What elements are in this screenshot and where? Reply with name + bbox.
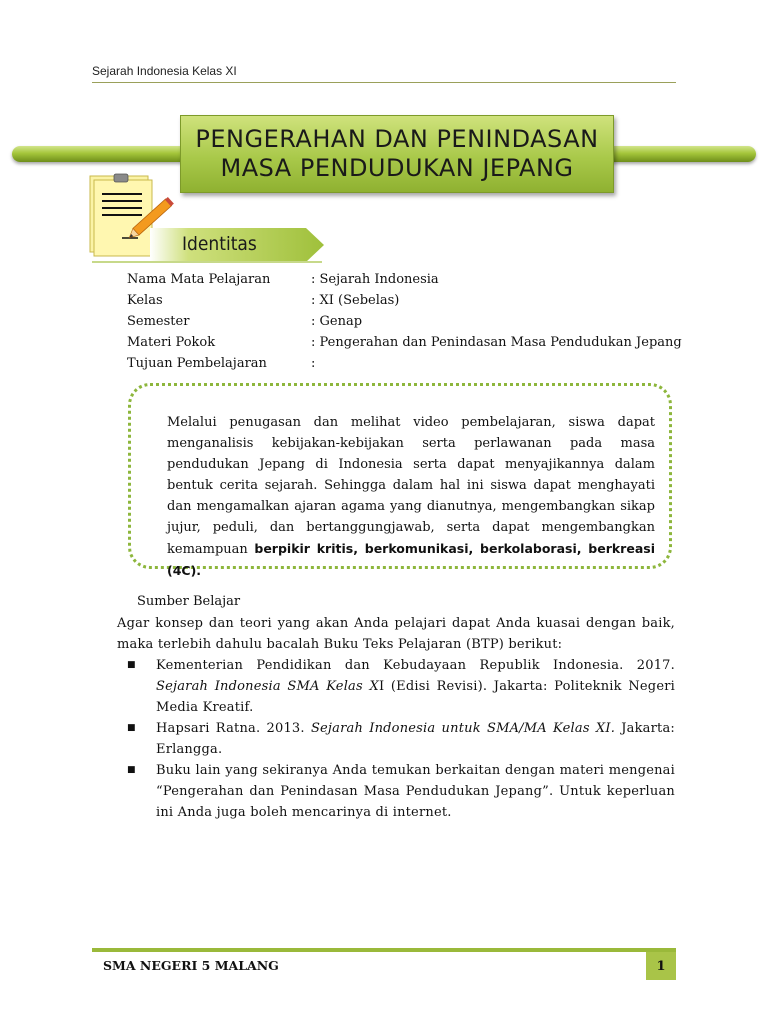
section-heading: Identitas bbox=[182, 233, 257, 255]
list-item bbox=[117, 718, 675, 760]
header-divider bbox=[92, 82, 676, 83]
list-item bbox=[117, 655, 675, 718]
source-text: Buku lain yang sekiranya Anda temukan berkaitan dengan materi mengenai “Pengerahan dan Penindasan Masa Pendudukan Jepang”. Untuk keperluan ini Anda juga boleh mencarinya di internet. bbox=[156, 763, 675, 820]
source-text: Jakarta: Erlangga. bbox=[156, 721, 675, 757]
running-header: Sejarah Indonesia Kelas XI bbox=[92, 64, 237, 78]
identity-label: Nama Mata Pelajaran bbox=[127, 272, 271, 287]
identity-value: : XI (Sebelas) bbox=[311, 293, 400, 308]
page-number: 1 bbox=[646, 952, 676, 980]
section-underline bbox=[92, 261, 322, 263]
identity-value: : Genap bbox=[311, 314, 363, 329]
identity-label: Semester bbox=[127, 314, 190, 329]
source-title: Sejarah Indonesia untuk SMA/MA Kelas XI. bbox=[310, 721, 616, 736]
bullet-icon: ■ bbox=[127, 765, 136, 775]
source-text: Kementerian Pendidikan dan Kebudayaan Republik Indonesia. 2017. bbox=[156, 658, 675, 673]
title-line-2: MASA PENDUDUKAN JEPANG bbox=[220, 154, 574, 182]
identity-value: : Pengerahan dan Penindasan Masa Pendudukan Jepang bbox=[311, 335, 682, 350]
bullet-icon: ■ bbox=[127, 660, 136, 670]
source-text: I (Edisi Revisi). Jakarta: Politeknik Negeri Media Kreatif. bbox=[156, 679, 675, 715]
title-line-1: PENGERAHAN DAN PENINDASAN bbox=[195, 125, 599, 153]
identity-label: Tujuan Pembelajaran bbox=[127, 356, 267, 371]
sources-intro: Agar konsep dan teori yang akan Anda pelajari dapat Anda kuasai dengan baik, maka terlebih dahulu bacalah Buku Teks Pelajaran (BTP) berikut: bbox=[117, 616, 675, 652]
identity-label: Materi Pokok bbox=[127, 335, 216, 350]
identity-value: : bbox=[311, 356, 316, 371]
source-text: Hapsari Ratna. 2013. bbox=[156, 721, 311, 736]
bullet-icon: ■ bbox=[127, 723, 136, 733]
footer-school: SMA NEGERI 5 MALANG bbox=[103, 958, 279, 973]
source-title: Sejarah Indonesia SMA Kelas X bbox=[156, 679, 379, 694]
identity-value: : Sejarah Indonesia bbox=[311, 272, 439, 287]
sources-list bbox=[117, 655, 675, 823]
list-item bbox=[117, 760, 675, 823]
document-title bbox=[180, 115, 614, 193]
learning-objective bbox=[167, 412, 655, 582]
footer-divider bbox=[92, 948, 676, 952]
objective-body: Melalui penugasan dan melihat video pembelajaran, siswa dapat menganalisis kebijakan-kebijakan serta perlawanan pada masa pendudukan Jepang di Indonesia serta dapat menyajikannya dalam bentuk cerita sejarah. Sehingga dalam hal ini siswa dapat menghayati dan mengamalkan ajaran agama yang dianutnya, mengembangkan sikap jujur, peduli, dan bertanggungjawab, serta dapat mengembangkan kemampuan bbox=[167, 415, 655, 557]
sources-heading: Sumber Belajar bbox=[137, 594, 241, 609]
identity-label: Kelas bbox=[127, 293, 163, 308]
objective-emphasis: berpikir kritis, berkomunikasi, berkolaborasi, berkreasi (4C). bbox=[167, 541, 655, 578]
